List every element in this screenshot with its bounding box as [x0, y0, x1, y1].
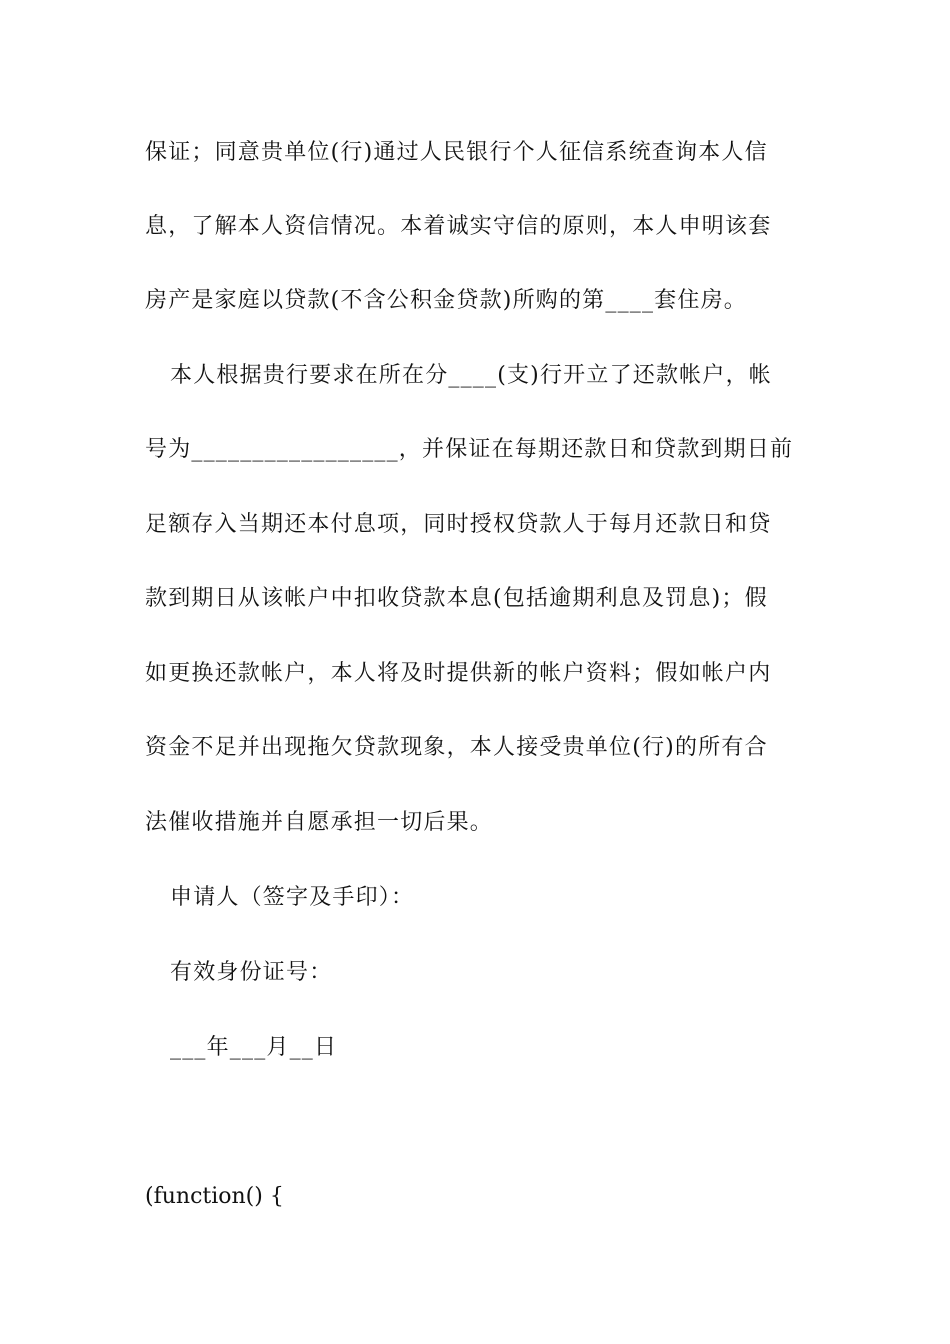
code-fragment: (function() { — [145, 1184, 284, 1209]
paragraph2-line-3: 足额存入当期还本付息项，同时授权贷款人于每月还款日和贷 — [145, 512, 772, 537]
paragraph2-line-6: 资金不足并出现拖欠贷款现象，本人接受贵单位(行)的所有合 — [145, 735, 768, 760]
id-number-label: 有效身份证号： — [170, 960, 333, 985]
paragraph2-line-1: 本人根据贵行要求在所在分____(支)行开立了还款帐户，帐 — [170, 363, 772, 388]
date-line: ___年___月__日 — [170, 1035, 338, 1060]
applicant-signature-label: 申请人（签字及手印）： — [170, 885, 415, 910]
paragraph2-line-7: 法催收措施并自愿承担一切后果。 — [145, 810, 494, 835]
paragraph2-line-4: 款到期日从该帐户中扣收贷款本息(包括逾期利息及罚息)；假 — [145, 586, 768, 611]
paragraph2-line-2: 号为_________________，并保证在每期还款日和贷款到期日前 — [145, 437, 794, 462]
paragraph2-line-5: 如更换还款帐户，本人将及时提供新的帐户资料；假如帐户内 — [145, 661, 772, 686]
paragraph-line-1: 保证；同意贵单位(行)通过人民银行个人征信系统查询本人信 — [145, 140, 768, 165]
paragraph-line-2: 息，了解本人资信情况。本着诚实守信的原则，本人申明该套 — [145, 214, 772, 239]
paragraph-line-3: 房产是家庭以贷款(不含公积金贷款)所购的第____套住房。 — [145, 288, 747, 313]
